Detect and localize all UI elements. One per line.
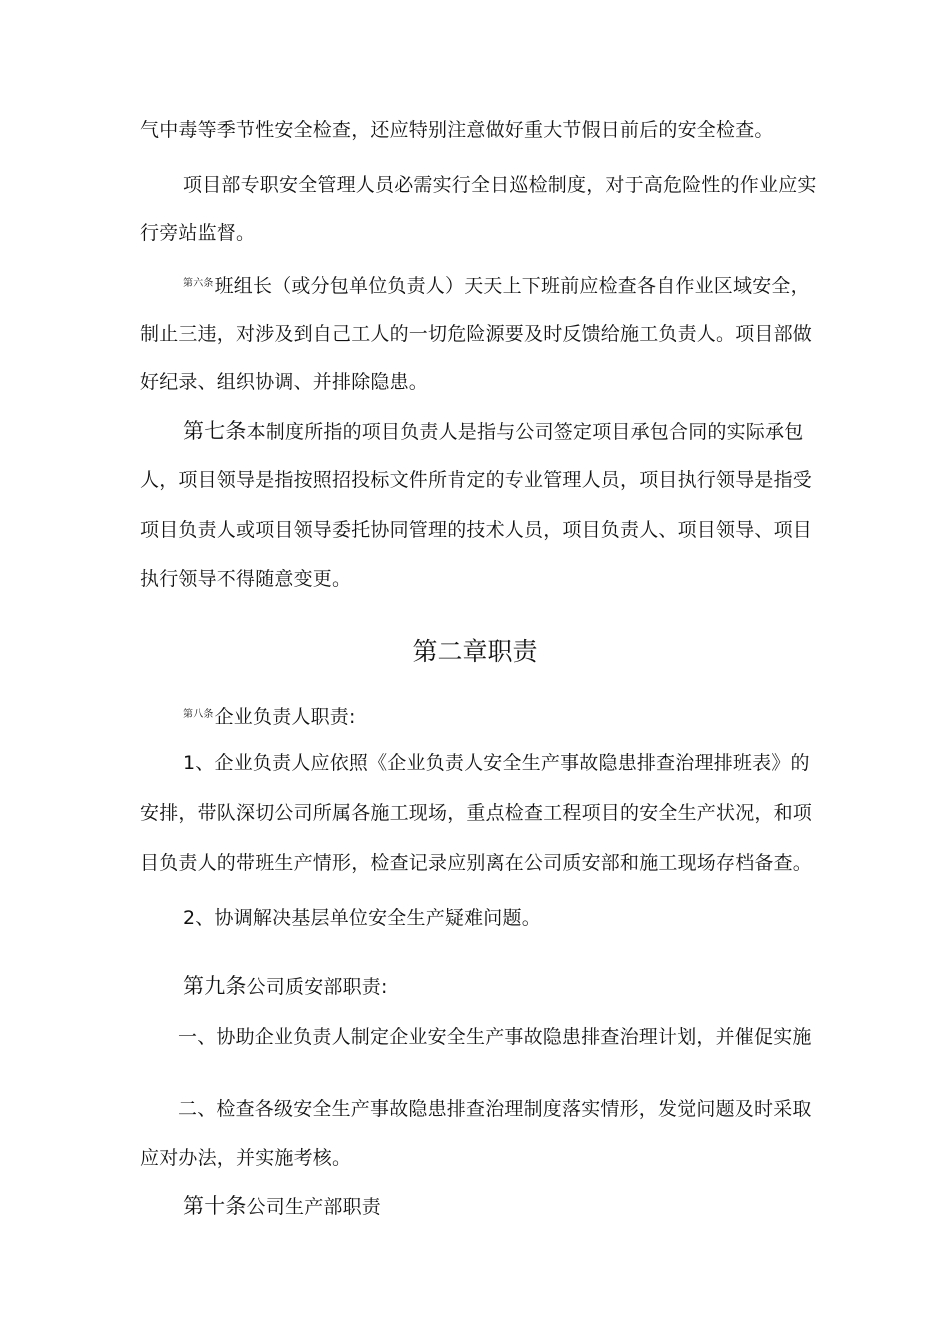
- article-6-label: 第六条: [183, 278, 214, 289]
- paragraph-line: 应对办法，并实施考核。: [140, 1147, 352, 1169]
- paragraph-line: 气中毒等季节性安全检查，还应特别注意做好重大节假日前后的安全检查。: [140, 119, 774, 141]
- paragraph-line: 目负责人的带班生产情形，检查记录应别离在公司质安部和施工现场存档备查。: [140, 852, 813, 874]
- article-7-label: 第七条: [183, 419, 247, 443]
- article-7-text: 本制度所指的项目负责人是指与公司签定项目承包合同的实际承包: [246, 421, 804, 443]
- article-6-text: 班组长（或分包单位负责人）天天上下班前应检查各自作业区域安全，: [214, 275, 810, 297]
- paragraph-line: 安排，带队深切公司所属各施工现场，重点检查工程项目的安全生产状况，和项: [140, 802, 813, 824]
- article-6-line: [183, 271, 810, 299]
- article-10-label: 第十条: [183, 1194, 247, 1218]
- paragraph-line: 执行领导不得随意变更。: [140, 568, 352, 590]
- chapter-title: 第二章职责: [412, 637, 538, 666]
- list-item-line: 一、协助企业负责人制定企业安全生产事故隐患排查治理计划，并催促实施: [178, 1026, 812, 1048]
- article-9-label: 第九条: [183, 974, 247, 998]
- paragraph-line: 项目负责人或项目领导委托协同管理的技术人员，项目负责人、项目领导、项目: [140, 519, 813, 541]
- article-8-label: 第八条: [183, 709, 214, 720]
- article-10-text: 公司生产部职责: [246, 1196, 382, 1218]
- list-item-line: 2、协调解决基层单位安全生产疑难问题。: [183, 907, 541, 929]
- paragraph-line: 行旁站监督。: [140, 222, 256, 244]
- paragraph-line: 人，项目领导是指按照招投标文件所肯定的专业管理人员，项目执行领导是指受: [140, 469, 813, 491]
- paragraph-line: 好纪录、组织协调、并排除隐患。: [140, 371, 429, 393]
- paragraph-line: 项目部专职安全管理人员必需实行全日巡检制度，对于高危险性的作业应实: [183, 174, 817, 196]
- paragraph-line: 制止三违，对涉及到自己工人的一切危险源要及时反馈给施工负责人。项目部做: [140, 323, 813, 345]
- list-item-line: 二、检查各级安全生产事故隐患排查治理制度落实情形，发觉问题及时采取: [178, 1098, 812, 1120]
- article-9-text: 公司质安部职责:: [246, 976, 388, 998]
- list-item-line: 1、企业负责人应依照《企业负责人安全生产事故隐患排查治理排班表》的: [183, 752, 810, 774]
- article-9-line: [183, 973, 388, 1000]
- article-8-text: 企业负责人职责:: [214, 706, 356, 728]
- article-8-line: [183, 702, 356, 730]
- article-7-line: [183, 418, 803, 445]
- article-10-line: [183, 1193, 381, 1220]
